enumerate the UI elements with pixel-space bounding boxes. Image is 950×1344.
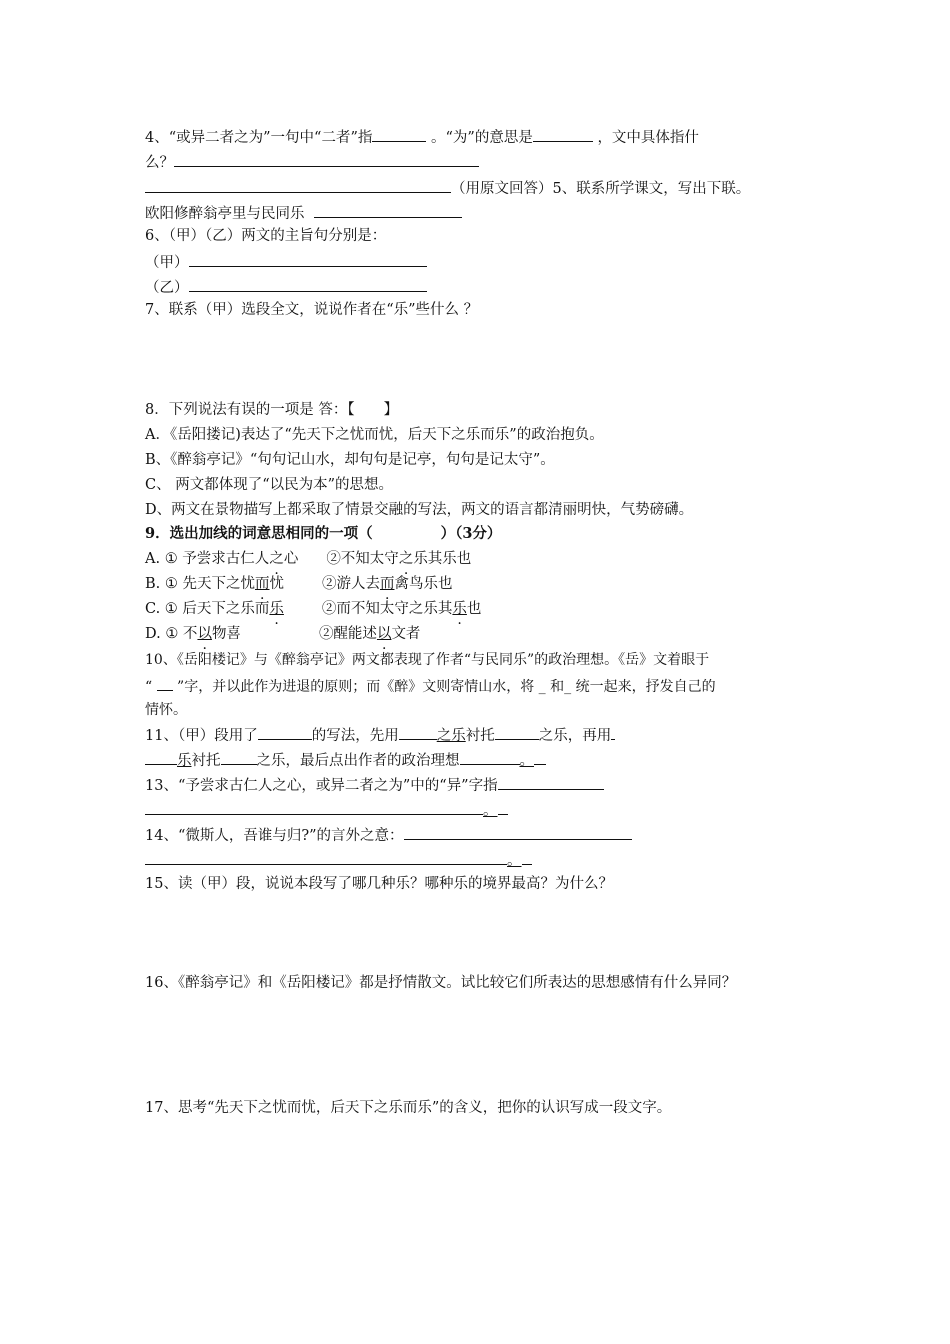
q11-text-c: 之乐 [436, 728, 466, 744]
q11-line1 [145, 724, 615, 746]
q7-text: 7、联系（甲）选段全文，说说作者在“乐”些什么 ？ [145, 302, 479, 318]
q5-blank[interactable] [314, 202, 462, 218]
q11-blank-8[interactable] [534, 749, 546, 765]
q14-blank-3[interactable] [522, 849, 532, 865]
q6-jia-label: （甲） [145, 255, 189, 271]
q13-blank-3[interactable] [498, 799, 508, 815]
q13-line2 [145, 799, 508, 821]
q13-line1 [145, 774, 604, 796]
q13-blank-2[interactable] [145, 799, 483, 815]
q9-a-text-3: ②不知太守 [326, 551, 399, 567]
q11-blank-7[interactable] [460, 749, 520, 765]
q11-text-h: 之乐，最后点出作者的政治理想 [256, 753, 460, 769]
q6-yi-blank[interactable] [189, 276, 427, 292]
q14-prompt: 14、“微斯人，吾谁与归?”的言外之意： [145, 828, 404, 844]
q4-prompt: 4、“或异二者之为”一句中“二者”指 [145, 130, 373, 146]
q9-b-text-1: B. ① 先天下之忧 [145, 576, 255, 592]
q4-prompt-3: ，文中具体指什 [597, 130, 699, 146]
q4-line1 [145, 126, 699, 148]
q4-prompt-4: 么？ [145, 155, 174, 171]
q16-text: 16、《醉翁亭记》和《岳阳楼记》都是抒情散文。试比较它们所表达的思想感情有什么异同？ [145, 975, 737, 991]
q4-blank-3[interactable] [174, 151, 479, 167]
q13-end: 。 [483, 803, 498, 819]
q11-line2 [145, 749, 546, 771]
q11-text-a: 11、（甲）段用了 [145, 728, 258, 744]
q10-line3: 情怀。 [145, 702, 187, 718]
q9-b-keyword-2: 而 [379, 576, 395, 592]
q14-blank-1[interactable] [404, 824, 632, 840]
q9-b-text-2: 忧 [269, 576, 284, 592]
q9-option-a [145, 549, 471, 569]
q13-blank-1[interactable] [498, 774, 604, 790]
q9-score: ）（3分） [440, 525, 502, 542]
q15-text: 15、读（甲）段，说说本段写了哪几种乐？哪种乐的境界最高？为什么？ [145, 876, 613, 892]
q11-text-d: 衬托 [465, 728, 495, 744]
q9-a-keyword-1: 之 [269, 551, 284, 567]
q9-d-text-4: 文者 [391, 626, 421, 642]
q10-line1: 10、《岳阳楼记》与《醉翁亭记》两文都表现了作者“与民同乐”的政治理想。《岳》文着眼于 [145, 652, 710, 668]
q6-title: 6、（甲）（乙）两文的主旨句分别是： [145, 228, 387, 244]
q5-prompt: 5、联系所学课文，写出下联。 [552, 181, 751, 197]
q9-c-keyword-1: 乐 [269, 601, 284, 617]
q4-line3 [145, 177, 750, 199]
q9-c-text-1: C. ① 后天下之乐而 [145, 601, 270, 617]
q11-blank-5[interactable] [145, 749, 177, 765]
q4-blank-4[interactable] [145, 177, 451, 193]
q9-a-text-4: 乐其乐也 [413, 551, 472, 567]
q10-text-b: ”字，并以此作为进退的原则；而《醉》文则寄情山水，将 _ 和_ 统一起来，抒发自己的 [172, 679, 716, 695]
q5-line [145, 202, 462, 224]
q8-option-a: A．《岳阳搂记)表达了“先天下之忧而忧，后天下之乐而乐”的政治抱负。 [145, 427, 604, 443]
q11-blank-4[interactable] [611, 724, 615, 740]
q9-option-b [145, 574, 452, 594]
q9-a-text-1: A. ① 予尝求古仁人 [145, 551, 270, 567]
q9-d-keyword-2: 以 [376, 626, 392, 642]
q9-title: 9．选出加线的词意思相同的一项（ [145, 525, 373, 542]
q4-note: （用原文回答） [451, 181, 553, 197]
q11-text-g: 衬托 [191, 753, 221, 769]
q14-end: 。 [507, 853, 522, 869]
q10-text-a: “ [145, 679, 157, 695]
q4-blank-1[interactable] [372, 126, 426, 142]
q13-prompt: 13、“予尝求古仁人之心，或异二者之为”中的“异”字指 [145, 778, 498, 794]
q11-blank-6[interactable] [221, 749, 257, 765]
q8-option-b: B、《醉翁亭记》“句句记山水，却句句是记亭，句句是记太守”。 [145, 452, 555, 468]
q9-b-keyword-1: 而 [254, 576, 270, 592]
q9-d-keyword-1: 以 [197, 626, 212, 642]
q6-jia-line [145, 251, 427, 273]
q14-blank-2[interactable] [145, 849, 507, 865]
q11-text-i: 。 [519, 753, 534, 769]
q9-d-text-1: D. ① 不 [145, 626, 198, 642]
q9-d-text-3: ②醒能述 [318, 626, 377, 642]
q4-blank-2[interactable] [533, 126, 593, 142]
q9-a-text-2: 心 [283, 551, 299, 567]
q9-option-c [145, 599, 481, 619]
q6-jia-blank[interactable] [189, 251, 427, 267]
q5-couplet: 欧阳修醉翁亭里与民同乐 [145, 206, 305, 222]
q8-title: 8．下列说法有误的一项是 答：【 】 [145, 402, 399, 418]
q11-blank-3[interactable] [495, 724, 539, 740]
q9-a-keyword-2: 之 [398, 551, 414, 567]
q6-yi-line [145, 276, 427, 298]
q11-text-e: 之乐，再用 [538, 728, 612, 744]
q10-line2 [145, 675, 716, 697]
q8-option-d: D、两文在景物描写上都采取了情景交融的写法，两文的语言都清丽明快，气势磅礴。 [145, 502, 694, 518]
q9-c-keyword-2: 乐 [452, 601, 467, 617]
q11-blank-2[interactable] [399, 724, 437, 740]
q10-blank[interactable] [157, 675, 173, 691]
q4-prompt-2: 。“为”的意思是 [431, 130, 533, 146]
q9-b-text-4: 禽鸟乐也 [394, 576, 453, 592]
q9-c-text-4: 也 [466, 601, 482, 617]
q17-text: 17、思考“先天下之忧而忧，后天下之乐而乐”的含义，把你的认识写成一段文字。 [145, 1100, 672, 1116]
q4-line2 [145, 151, 479, 173]
q9-d-text-2: 物喜 [211, 626, 241, 642]
q9-option-d [145, 624, 420, 644]
q11-text-b: 的写法，先用 [311, 728, 399, 744]
q14-line1 [145, 824, 632, 846]
q6-yi-label: （乙） [145, 280, 189, 296]
q9-title-line [145, 524, 501, 544]
q8-option-c: C、 两文都体现了“以民为本”的思想。 [145, 477, 394, 493]
q11-blank-1[interactable] [258, 724, 312, 740]
q9-c-text-3: ②而不知太守之乐其 [321, 601, 453, 617]
q9-b-text-3: ②游人去 [321, 576, 380, 592]
q14-line2 [145, 849, 532, 871]
q11-text-f: 乐 [177, 753, 192, 769]
